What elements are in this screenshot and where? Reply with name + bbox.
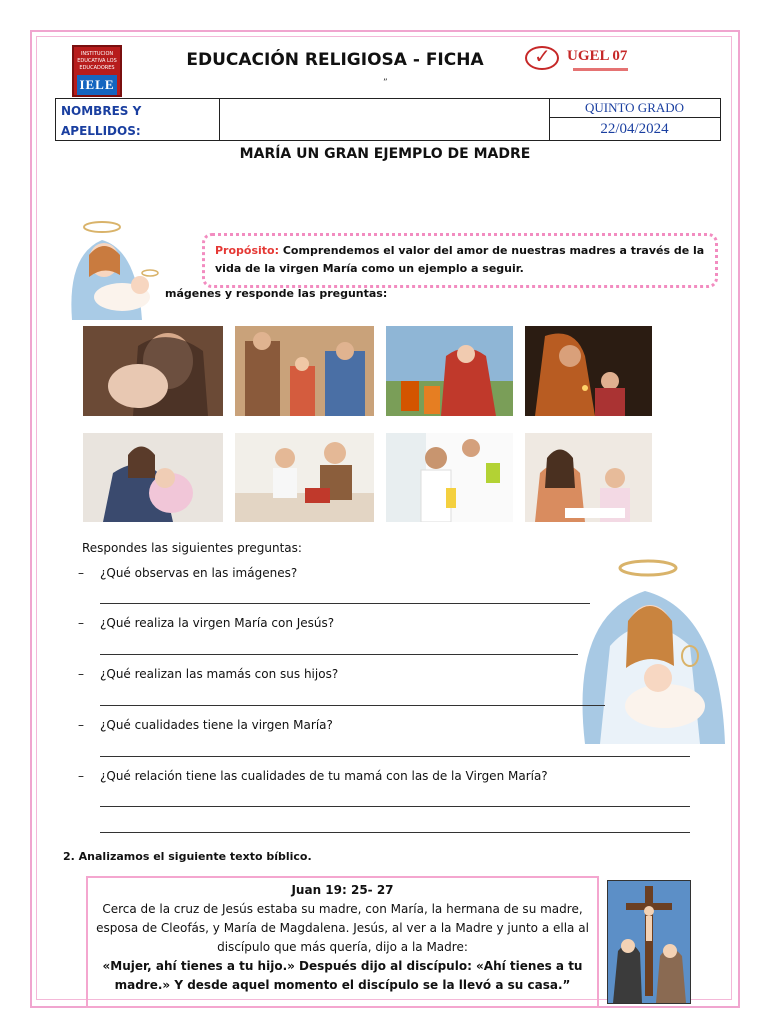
observe-instruction: mágenes y responde las preguntas: xyxy=(165,287,388,300)
section-2-title: 2. Analizamos el siguiente texto bíblico. xyxy=(63,850,312,863)
photo-mother-child-praying xyxy=(525,433,652,522)
grade-cell: QUINTO GRADO xyxy=(549,99,720,118)
purpose-box xyxy=(202,233,718,288)
bible-passage: Cerca de la cruz de Jesús estaba su madre, con María, la hermana de su madre, esposa de Cleofás, y María de Magdalena. Jesús, al ver a la Madre y junto a ella al discípulo que más quería, dijo a la Madre: xyxy=(96,902,589,954)
answer-line-5a[interactable] xyxy=(100,806,690,807)
page-title: EDUCACIÓN RELIGIOSA - FICHA xyxy=(186,50,484,70)
photo-mother-helping-homework xyxy=(235,433,374,522)
answer-line-2[interactable] xyxy=(100,654,578,655)
answer-line-1[interactable] xyxy=(100,603,590,604)
bible-quote: «Mujer, ahí tienes a tu hijo.» Después dijo al discípulo: «Ahí tienes a tu madre.» Y desde aquel momento el discípulo se la llevó a su casa.” xyxy=(102,959,583,992)
virgin-mary-illustration xyxy=(62,215,202,327)
bible-text-box xyxy=(86,876,599,1008)
answer-line-4[interactable] xyxy=(100,756,690,757)
photo-mother-daughter-cleaning xyxy=(386,433,513,522)
ugel-logo: ✓ UGEL 07 xyxy=(525,46,665,76)
photo-holy-family xyxy=(235,326,374,416)
bible-reference: Juan 19: 25- 27 xyxy=(291,883,394,897)
crucifixion-illustration xyxy=(607,880,691,1004)
answer-line-3[interactable] xyxy=(100,705,605,706)
names-field[interactable] xyxy=(219,99,550,140)
questions-intro: Respondes las siguientes preguntas: xyxy=(82,541,302,555)
answer-line-5b[interactable] xyxy=(100,832,690,833)
photo-mary-with-children xyxy=(386,326,513,416)
photo-mother-hugging-child xyxy=(83,326,223,416)
purpose-label: Propósito: xyxy=(215,244,280,257)
title-mark: ” xyxy=(383,78,388,88)
photo-mother-holding-baby xyxy=(83,433,223,522)
date-cell: 22/04/2024 xyxy=(600,121,669,137)
purpose-text: Comprendemos el valor del amor de nuestras madres a través de la vida de la virgen María como un ejemplo a seguir. xyxy=(215,244,705,275)
names-label: NOMBRES Y APELLIDOS: xyxy=(61,104,142,138)
worksheet-subtitle: MARÍA UN GRAN EJEMPLO DE MADRE xyxy=(239,146,531,162)
school-logo: INSTITUCION EDUCATIVA LOS EDUCADORES IELE xyxy=(72,45,122,97)
student-info-table xyxy=(55,98,721,141)
check-icon: ✓ xyxy=(525,46,559,70)
photo-mother-child-candle xyxy=(525,326,652,416)
virgin-mary-baby-illustration xyxy=(570,556,730,746)
